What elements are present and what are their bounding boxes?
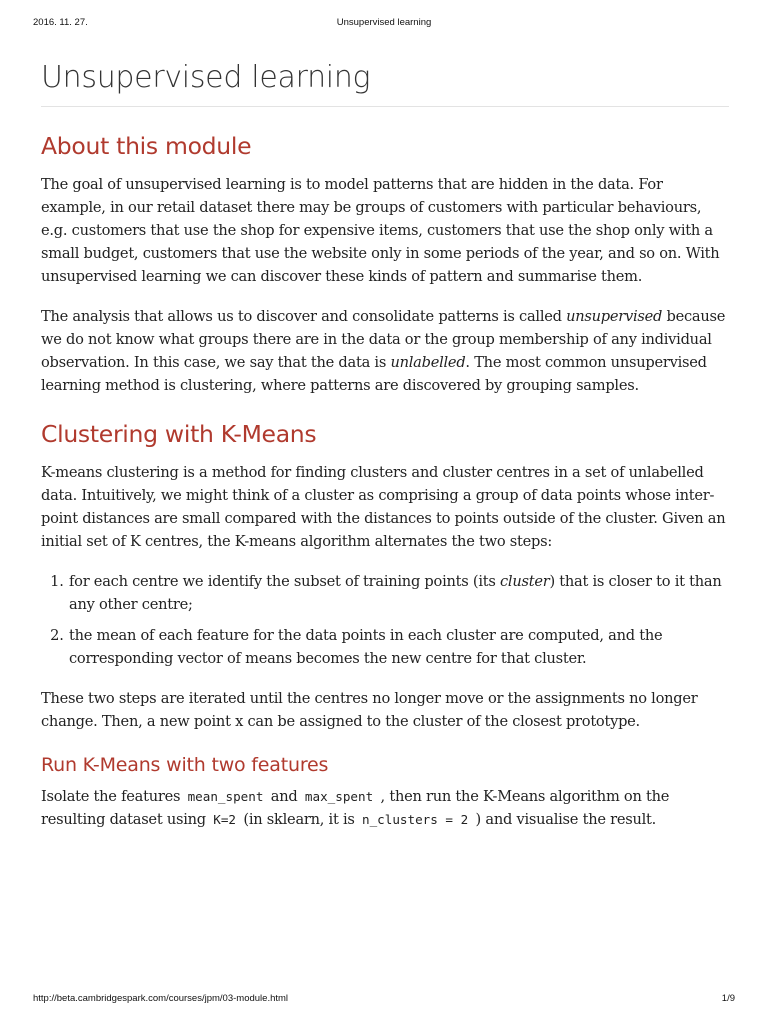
text-span: ) and visualise the result. [471,811,657,828]
document-body [41,58,729,848]
kmeans-step-2: 2. the mean of each feature for the data points in each cluster are computed, and the corresponding vector of means becomes the new centre for that cluster. [68,624,729,670]
about-paragraph-2 [41,305,729,397]
text-span: (in sklearn, it is [239,811,360,828]
emphasis-unsupervised: unsupervised [566,308,663,325]
text-span: . The most common unsupervised learning method is clustering, where patterns are discovered by grouping samples. [41,354,707,394]
text-span: because we do not know what groups there are in the data or the group membership of any individual observation. In this case, we say that the data is [41,308,726,371]
text-span: ) that is closer to it than any other centre; [69,573,722,613]
emphasis-cluster: cluster [499,573,550,590]
code-max-spent: max_spent [304,789,374,804]
code-n-clusters: n_clusters = 2 [362,812,469,827]
emphasis-unlabelled: unlabelled [390,354,466,371]
code-k-equals-2: K=2 [213,812,237,827]
kmeans-step-1 [68,570,729,616]
code-mean-spent: mean_spent [187,789,264,804]
print-footer [0,993,768,1007]
text-span: and [266,788,302,805]
text-span: Isolate the features [41,788,185,805]
page-counter: 1/9 [721,993,735,1004]
kmeans-intro: K-means clustering is a method for finding clusters and cluster centres in a set of unlabelled data. Intuitively, we might think of a cluster as comprising a group of data points whose inter-point distances are small compared with the distances to points outside of the cluster. Given an initial set of K centres, the K-means algorithm alternates the two steps: [41,464,726,550]
print-title: Unsupervised learning [336,17,432,28]
kmeans-steps-list [41,570,729,670]
print-date: 2016. 11. 27. [33,17,88,28]
run-kmeans-heading: Run K-Means with two features [41,754,329,776]
about-heading: About this module [41,132,252,160]
about-paragraph-1: The goal of unsupervised learning is to model patterns that are hidden in the data. For example, in our retail dataset there may be groups of customers with particular behaviours, e.g. customers that use the shop for expensive items, customers that use the shop only with a small budget, customers that use the website only in some periods of the year, and so on. With unsupervised learning we can discover these kinds of pattern and summarise them. [41,176,720,285]
kmeans-outro: These two steps are iterated until the centres no longer move or the assignments no longer change. Then, a new point x can be assigned to the cluster of the closest prototype. [41,690,698,730]
print-url: http://beta.cambridgespark.com/courses/jpm/03-module.html [33,993,289,1004]
kmeans-heading: Clustering with K-Means [41,420,317,448]
text-span: The analysis that allows us to discover and consolidate patterns is called [41,308,567,325]
page-title: Unsupervised learning [41,58,729,107]
print-header [0,17,768,31]
text-span: for each centre we identify the subset of training points (its [69,573,500,590]
text-span: , then run the K-Means algorithm on the resulting dataset using [41,788,670,828]
run-kmeans-paragraph [41,785,729,831]
